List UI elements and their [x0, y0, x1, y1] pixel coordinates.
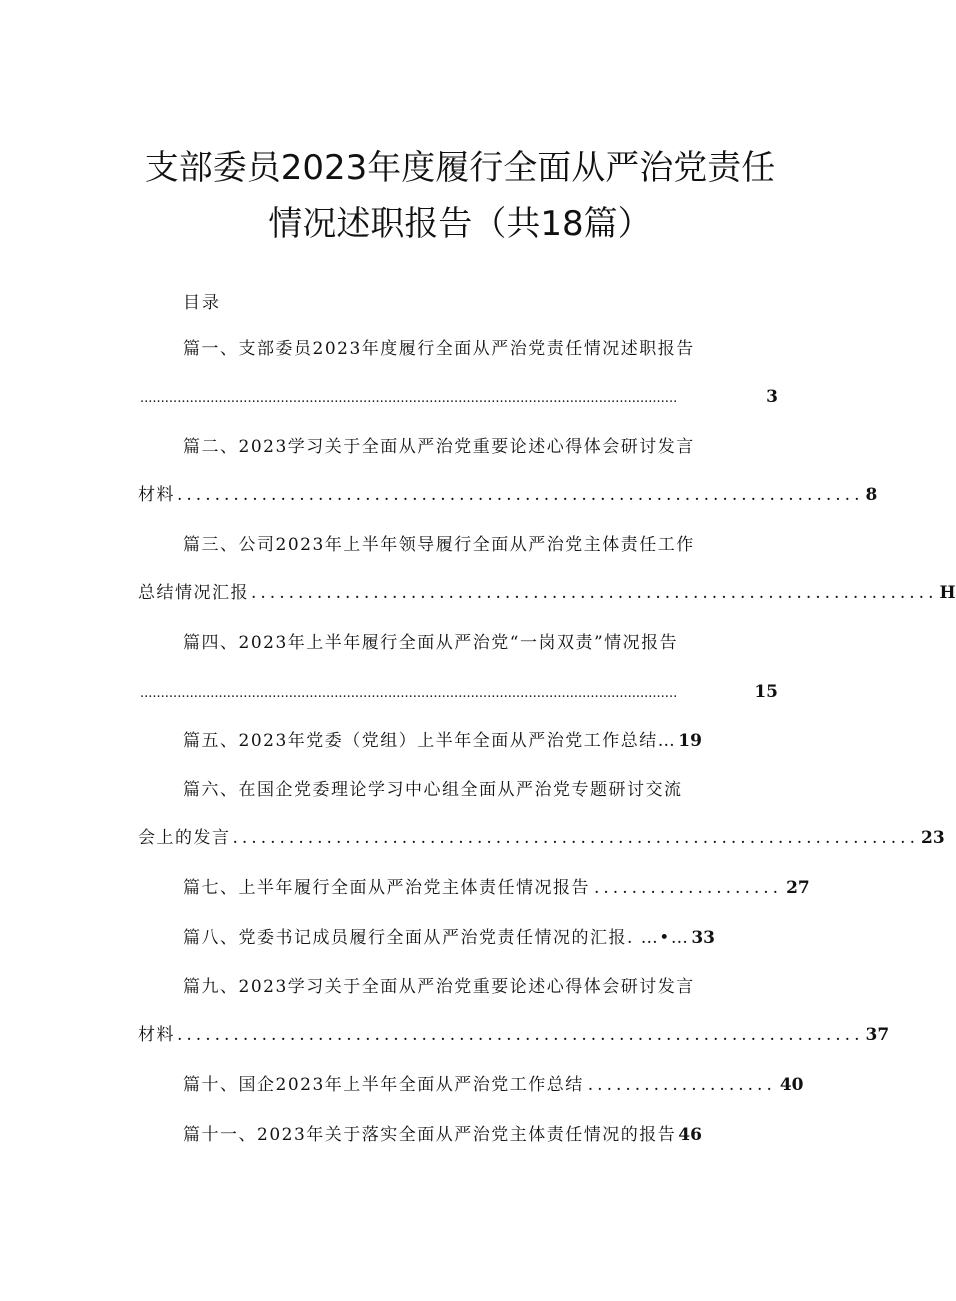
toc-entry-2-leader-row[interactable] — [138, 483, 878, 507]
toc-entry-2-text[interactable]: 篇二、2023学习关于全面从严治党重要论述心得体会研讨发言 — [183, 437, 695, 457]
toc-entry-10[interactable] — [183, 1073, 804, 1097]
toc-entry-11-text: 篇十一、2023年关于落实全面从严治党主体责任情况的报告 — [183, 1125, 677, 1145]
toc-entry-1-leader: .................................................................................................................................. — [140, 391, 678, 406]
toc-entry-9-text[interactable]: 篇九、2023学习关于全面从严治党重要论述心得体会研讨发言 — [183, 977, 695, 997]
document-title-line1: 支部委员2023年度履行全面从严治党责任 — [144, 148, 776, 188]
toc-entry-1-leader-row[interactable] — [138, 385, 778, 409]
toc-entry-8-text: 篇八、党委书记成员履行全面从严治党责任情况的汇报. …•… — [183, 928, 690, 948]
toc-entry-4-text[interactable]: 篇四、2023年上半年履行全面从严治党“一岗双责”情况报告 — [183, 633, 679, 653]
toc-entry-9-leader-row[interactable] — [138, 1023, 890, 1047]
toc-entry-9-leader: ......................................................................... — [177, 1025, 864, 1045]
toc-entry-8-page: 33 — [691, 928, 716, 948]
toc-entry-10-leader: .................... — [587, 1075, 776, 1095]
toc-entry-6-text[interactable]: 篇六、在国企党委理论学习中心组全面从严治党专题研讨交流 — [183, 780, 683, 800]
toc-entry-6-text-cont: 会上的发言 — [138, 828, 231, 848]
toc-entry-7[interactable] — [183, 876, 810, 900]
toc-entry-8[interactable] — [183, 926, 778, 950]
toc-entry-1-page: 3 — [766, 387, 778, 407]
toc-entry-2-leader: ......................................................................... — [177, 485, 864, 505]
toc-entry-7-text: 篇七、上半年履行全面从严治党主体责任情况报告 — [183, 878, 590, 898]
toc-entry-11[interactable] — [183, 1123, 778, 1147]
toc-heading: 目录 — [183, 293, 221, 313]
toc-entry-9-page: 37 — [865, 1025, 890, 1045]
toc-entry-4-page: 15 — [754, 682, 778, 702]
toc-entry-11-page: 46 — [678, 1125, 702, 1145]
toc-entry-3-text-cont: 总结情况汇报 — [138, 583, 249, 603]
toc-entry-6-leader-row[interactable] — [138, 826, 945, 850]
toc-entry-2-text-cont: 材料 — [138, 485, 175, 505]
document-title-line2: 情况述职报告（共18篇） — [268, 204, 652, 244]
toc-entry-3-page: H — [939, 583, 956, 603]
toc-entry-4-leader-row[interactable] — [138, 680, 778, 704]
toc-entry-1-text[interactable]: 篇一、支部委员2023年度履行全面从严治党责任情况述职报告 — [183, 339, 695, 359]
toc-entry-2-page: 8 — [865, 485, 878, 505]
toc-entry-5-page: 19 — [678, 731, 702, 751]
toc-entry-6-page: 23 — [920, 828, 945, 848]
toc-entry-5-text: 篇五、2023年党委（党组）上半年全面从严治党工作总结… — [183, 731, 677, 751]
toc-entry-9-text-cont: 材料 — [138, 1025, 175, 1045]
toc-entry-3-leader: ......................................................................... — [251, 583, 938, 603]
toc-entry-6-leader: ......................................................................... — [232, 828, 919, 848]
toc-entry-10-page: 40 — [779, 1075, 804, 1095]
toc-entry-7-page: 27 — [786, 878, 810, 898]
toc-entry-3-leader-row[interactable] — [138, 581, 956, 605]
toc-entry-5[interactable] — [183, 729, 778, 753]
toc-entry-3-text[interactable]: 篇三、公司2023年上半年领导履行全面从严治党主体责任工作 — [183, 535, 695, 555]
toc-entry-4-leader: .................................................................................................................................. — [140, 686, 678, 701]
toc-entry-7-leader: .................... — [594, 878, 783, 898]
toc-entry-10-text: 篇十、国企2023年上半年全面从严治党工作总结 — [183, 1075, 584, 1095]
